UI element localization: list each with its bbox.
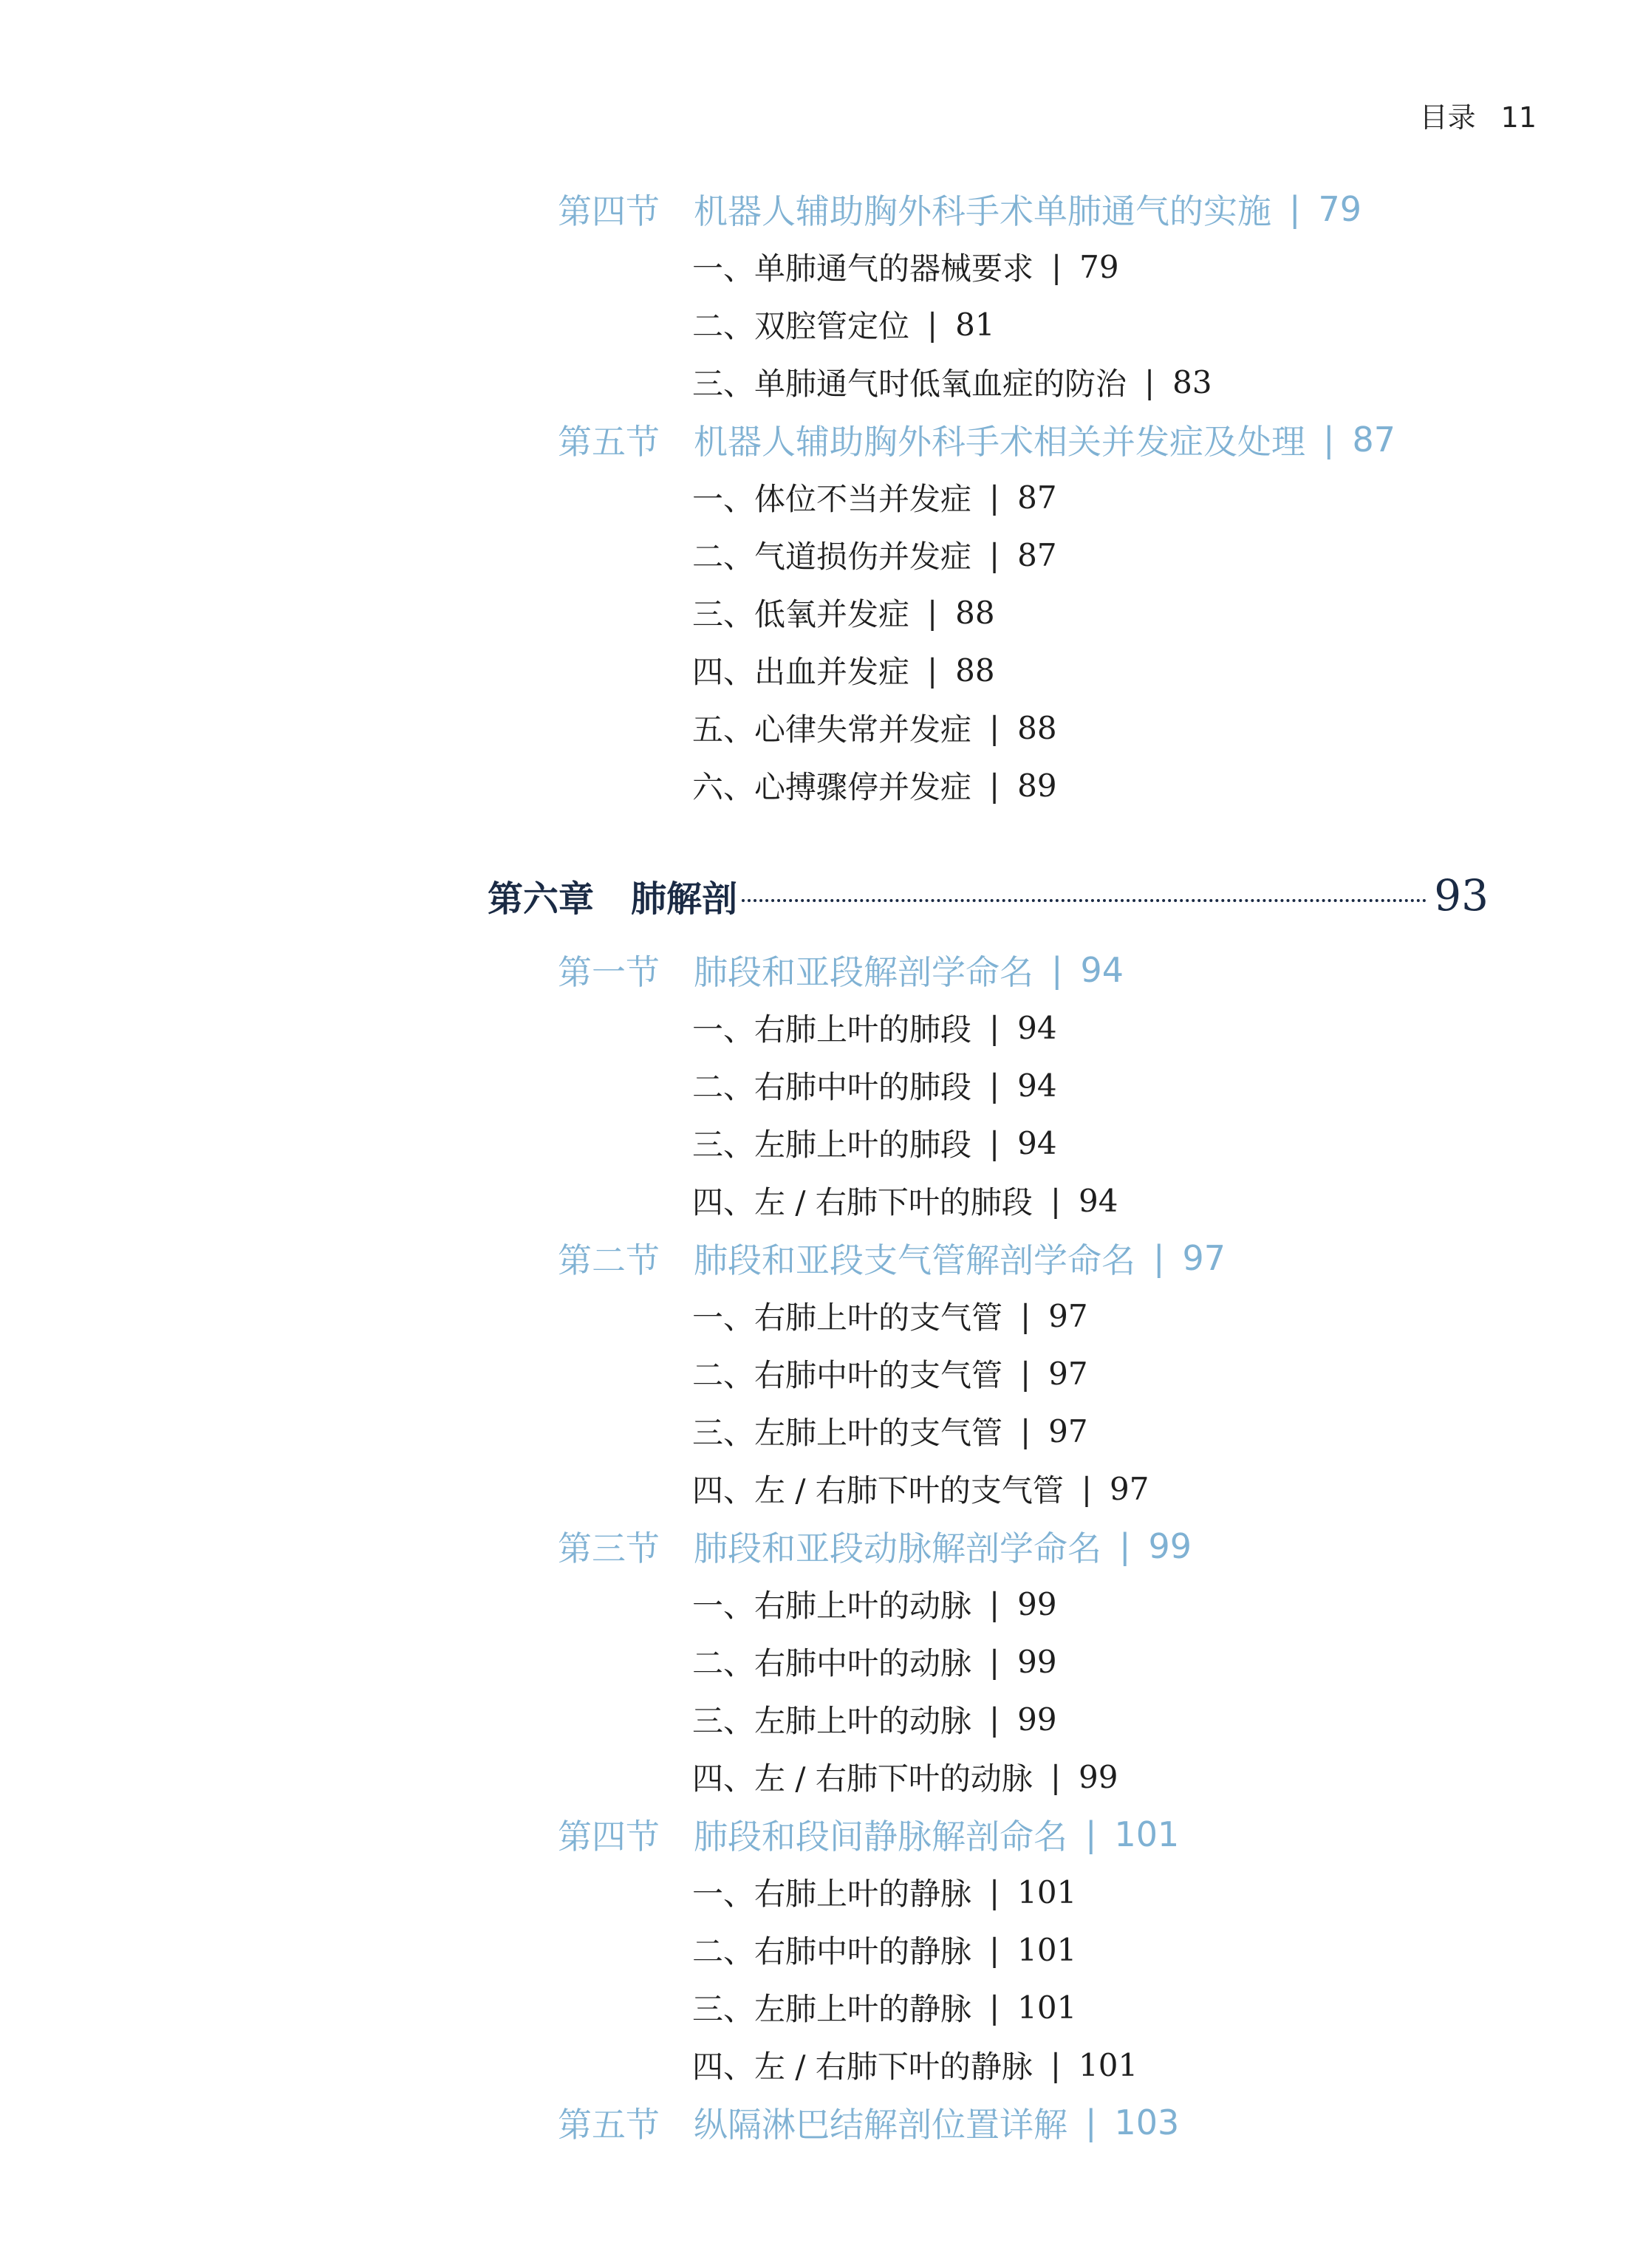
running-header [1420, 95, 1537, 135]
section-title: 肺段和亚段解剖学命名 [694, 952, 1033, 992]
toc-item[interactable] [0, 641, 1640, 699]
separator: | [1119, 1526, 1131, 1566]
item-title: 四、左 / 右肺下叶的动脉 [692, 1760, 1033, 1797]
separator: | [989, 1643, 1000, 1680]
page-number: 11 [1500, 101, 1537, 134]
toc-item[interactable] [0, 1748, 1640, 1806]
separator: | [989, 1585, 1000, 1622]
toc-item[interactable] [0, 526, 1640, 584]
separator: | [927, 652, 938, 689]
item-page: 97 [1048, 1355, 1088, 1392]
toc-item[interactable] [0, 1575, 1640, 1633]
toc-section-entry[interactable] [0, 1806, 1640, 1863]
separator: | [989, 709, 1000, 746]
toc-item[interactable] [0, 584, 1640, 641]
item-page: 88 [955, 652, 995, 689]
separator: | [1081, 1470, 1093, 1507]
item-title: 二、右肺中叶的动脉 [692, 1645, 972, 1681]
item-title: 四、左 / 右肺下叶的支气管 [692, 1472, 1064, 1509]
toc-item[interactable] [0, 238, 1640, 296]
item-title: 四、左 / 右肺下叶的肺段 [692, 1184, 1033, 1220]
toc-item[interactable] [0, 1172, 1640, 1229]
toc-item[interactable] [0, 1056, 1640, 1114]
section-label: 第一节 [558, 952, 660, 992]
section-label: 第四节 [558, 191, 660, 231]
item-page: 101 [1017, 1931, 1077, 1968]
toc-item[interactable] [0, 1345, 1640, 1402]
item-title: 五、心律失常并发症 [692, 711, 972, 748]
toc-item[interactable] [0, 1633, 1640, 1690]
separator: | [989, 536, 1000, 573]
item-page: 101 [1079, 2046, 1138, 2083]
separator: | [1144, 363, 1155, 400]
separator: | [1085, 2103, 1097, 2142]
separator: | [1085, 1814, 1097, 1854]
toc-section-entry[interactable] [0, 180, 1640, 238]
toc-item[interactable] [0, 1287, 1640, 1345]
item-page: 97 [1048, 1413, 1088, 1449]
toc-item[interactable] [0, 353, 1640, 411]
item-page: 79 [1079, 248, 1119, 285]
item-page: 87 [1017, 536, 1057, 573]
separator: | [989, 1701, 1000, 1738]
section-title: 肺段和段间静脉解剖命名 [694, 1817, 1067, 1857]
chapter-spacer [0, 814, 1640, 855]
item-title: 二、双腔管定位 [692, 308, 910, 344]
separator: | [1050, 1758, 1062, 1795]
toc-item[interactable] [0, 1402, 1640, 1460]
item-page: 88 [1017, 709, 1057, 746]
separator: | [1051, 248, 1062, 285]
item-title: 一、右肺上叶的支气管 [692, 1299, 1003, 1336]
section-title: 机器人辅助胸外科手术单肺通气的实施 [694, 191, 1271, 231]
section-page: 99 [1148, 1526, 1192, 1566]
toc-item[interactable] [0, 1690, 1640, 1748]
separator: | [927, 594, 938, 631]
item-page: 88 [955, 594, 995, 631]
section-label: 第四节 [558, 1817, 660, 1857]
section-label: 第五节 [558, 2105, 660, 2145]
chapter-title: 肺解剖 [631, 878, 738, 920]
item-title: 三、左肺上叶的肺段 [692, 1127, 972, 1163]
toc-item[interactable] [0, 296, 1640, 353]
separator: | [927, 306, 938, 343]
running-header-title: 目录 [1419, 101, 1476, 134]
item-title: 三、单肺通气时低氧血症的防治 [692, 366, 1127, 402]
item-title: 六、心搏骤停并发症 [692, 769, 972, 805]
item-title: 一、右肺上叶的动脉 [692, 1588, 972, 1624]
dot-leader [742, 899, 1427, 902]
section-label: 第二节 [558, 1240, 660, 1280]
item-page: 97 [1048, 1297, 1088, 1334]
separator: | [1050, 1182, 1062, 1219]
section-page: 97 [1182, 1238, 1226, 1278]
toc-item[interactable] [0, 999, 1640, 1056]
item-page: 83 [1172, 363, 1212, 400]
item-title: 三、左肺上叶的支气管 [692, 1415, 1003, 1451]
item-page: 101 [1017, 1989, 1077, 2026]
chapter-spacer [0, 935, 1640, 941]
toc-section-entry[interactable] [0, 1229, 1640, 1287]
separator: | [1020, 1355, 1031, 1392]
separator: | [989, 1067, 1000, 1104]
toc-section-entry[interactable] [0, 411, 1640, 468]
toc-section-entry[interactable] [0, 941, 1640, 999]
item-page: 94 [1017, 1009, 1057, 1046]
toc-item[interactable] [0, 1921, 1640, 1978]
separator: | [989, 1931, 1000, 1968]
table-of-contents [0, 180, 1640, 2151]
item-title: 一、单肺通气的器械要求 [692, 250, 1034, 287]
section-title: 机器人辅助胸外科手术相关并发症及处理 [694, 422, 1305, 462]
toc-item[interactable] [0, 1863, 1640, 1921]
item-page: 97 [1110, 1470, 1149, 1507]
item-page: 87 [1017, 479, 1057, 516]
item-title: 一、右肺上叶的静脉 [692, 1876, 972, 1912]
item-title: 三、低氧并发症 [692, 596, 910, 632]
section-page: 101 [1114, 1814, 1180, 1854]
section-label: 第三节 [558, 1528, 660, 1568]
item-title: 三、左肺上叶的动脉 [692, 1703, 972, 1739]
item-title: 四、左 / 右肺下叶的静脉 [692, 2049, 1033, 2085]
toc-section-entry[interactable] [0, 2094, 1640, 2151]
item-title: 二、气道损伤并发症 [692, 539, 972, 575]
toc-section-entry[interactable] [0, 1517, 1640, 1575]
separator: | [989, 1009, 1000, 1046]
item-page: 99 [1017, 1585, 1057, 1622]
chapter-label: 第六章 [488, 878, 595, 920]
item-page: 81 [955, 306, 995, 343]
item-title: 四、出血并发症 [692, 654, 910, 690]
item-title: 二、右肺中叶的支气管 [692, 1357, 1003, 1393]
item-title: 一、体位不当并发症 [692, 481, 972, 517]
separator: | [989, 479, 1000, 516]
item-page: 89 [1017, 767, 1057, 804]
toc-item[interactable] [0, 699, 1640, 756]
section-title: 纵隔淋巴结解剖位置详解 [694, 2105, 1067, 2145]
separator: | [1289, 189, 1301, 229]
item-page: 99 [1017, 1701, 1057, 1738]
toc-item[interactable] [0, 756, 1640, 814]
section-title: 肺段和亚段支气管解剖学命名 [694, 1240, 1135, 1280]
item-title: 一、右肺上叶的肺段 [692, 1011, 972, 1048]
toc-item[interactable] [0, 1460, 1640, 1517]
separator: | [1323, 420, 1335, 460]
item-page: 94 [1017, 1124, 1057, 1161]
toc-item[interactable] [0, 1978, 1640, 2036]
separator: | [989, 1989, 1000, 2026]
separator: | [1020, 1413, 1031, 1449]
separator: | [1051, 950, 1063, 990]
chapter-page: 93 [1434, 870, 1489, 920]
separator: | [1050, 2046, 1062, 2083]
toc-item[interactable] [0, 1114, 1640, 1172]
separator: | [1153, 1238, 1165, 1278]
separator: | [989, 767, 1000, 804]
toc-chapter-entry[interactable] [0, 855, 1640, 935]
section-page: 87 [1352, 420, 1396, 460]
section-page: 103 [1114, 2103, 1180, 2142]
separator: | [1020, 1297, 1031, 1334]
section-page: 79 [1318, 189, 1362, 229]
item-title: 二、右肺中叶的静脉 [692, 1933, 972, 1970]
item-title: 三、左肺上叶的静脉 [692, 1991, 972, 2027]
separator: | [989, 1874, 1000, 1910]
item-page: 101 [1017, 1874, 1077, 1910]
item-page: 94 [1079, 1182, 1118, 1219]
separator: | [989, 1124, 1000, 1161]
item-page: 99 [1079, 1758, 1118, 1795]
item-title: 二、右肺中叶的肺段 [692, 1069, 972, 1105]
item-page: 99 [1017, 1643, 1057, 1680]
item-page: 94 [1017, 1067, 1057, 1104]
toc-item[interactable] [0, 468, 1640, 526]
section-label: 第五节 [558, 422, 660, 462]
section-page: 94 [1080, 950, 1124, 990]
toc-item[interactable] [0, 2036, 1640, 2094]
section-title: 肺段和亚段动脉解剖学命名 [694, 1528, 1101, 1568]
